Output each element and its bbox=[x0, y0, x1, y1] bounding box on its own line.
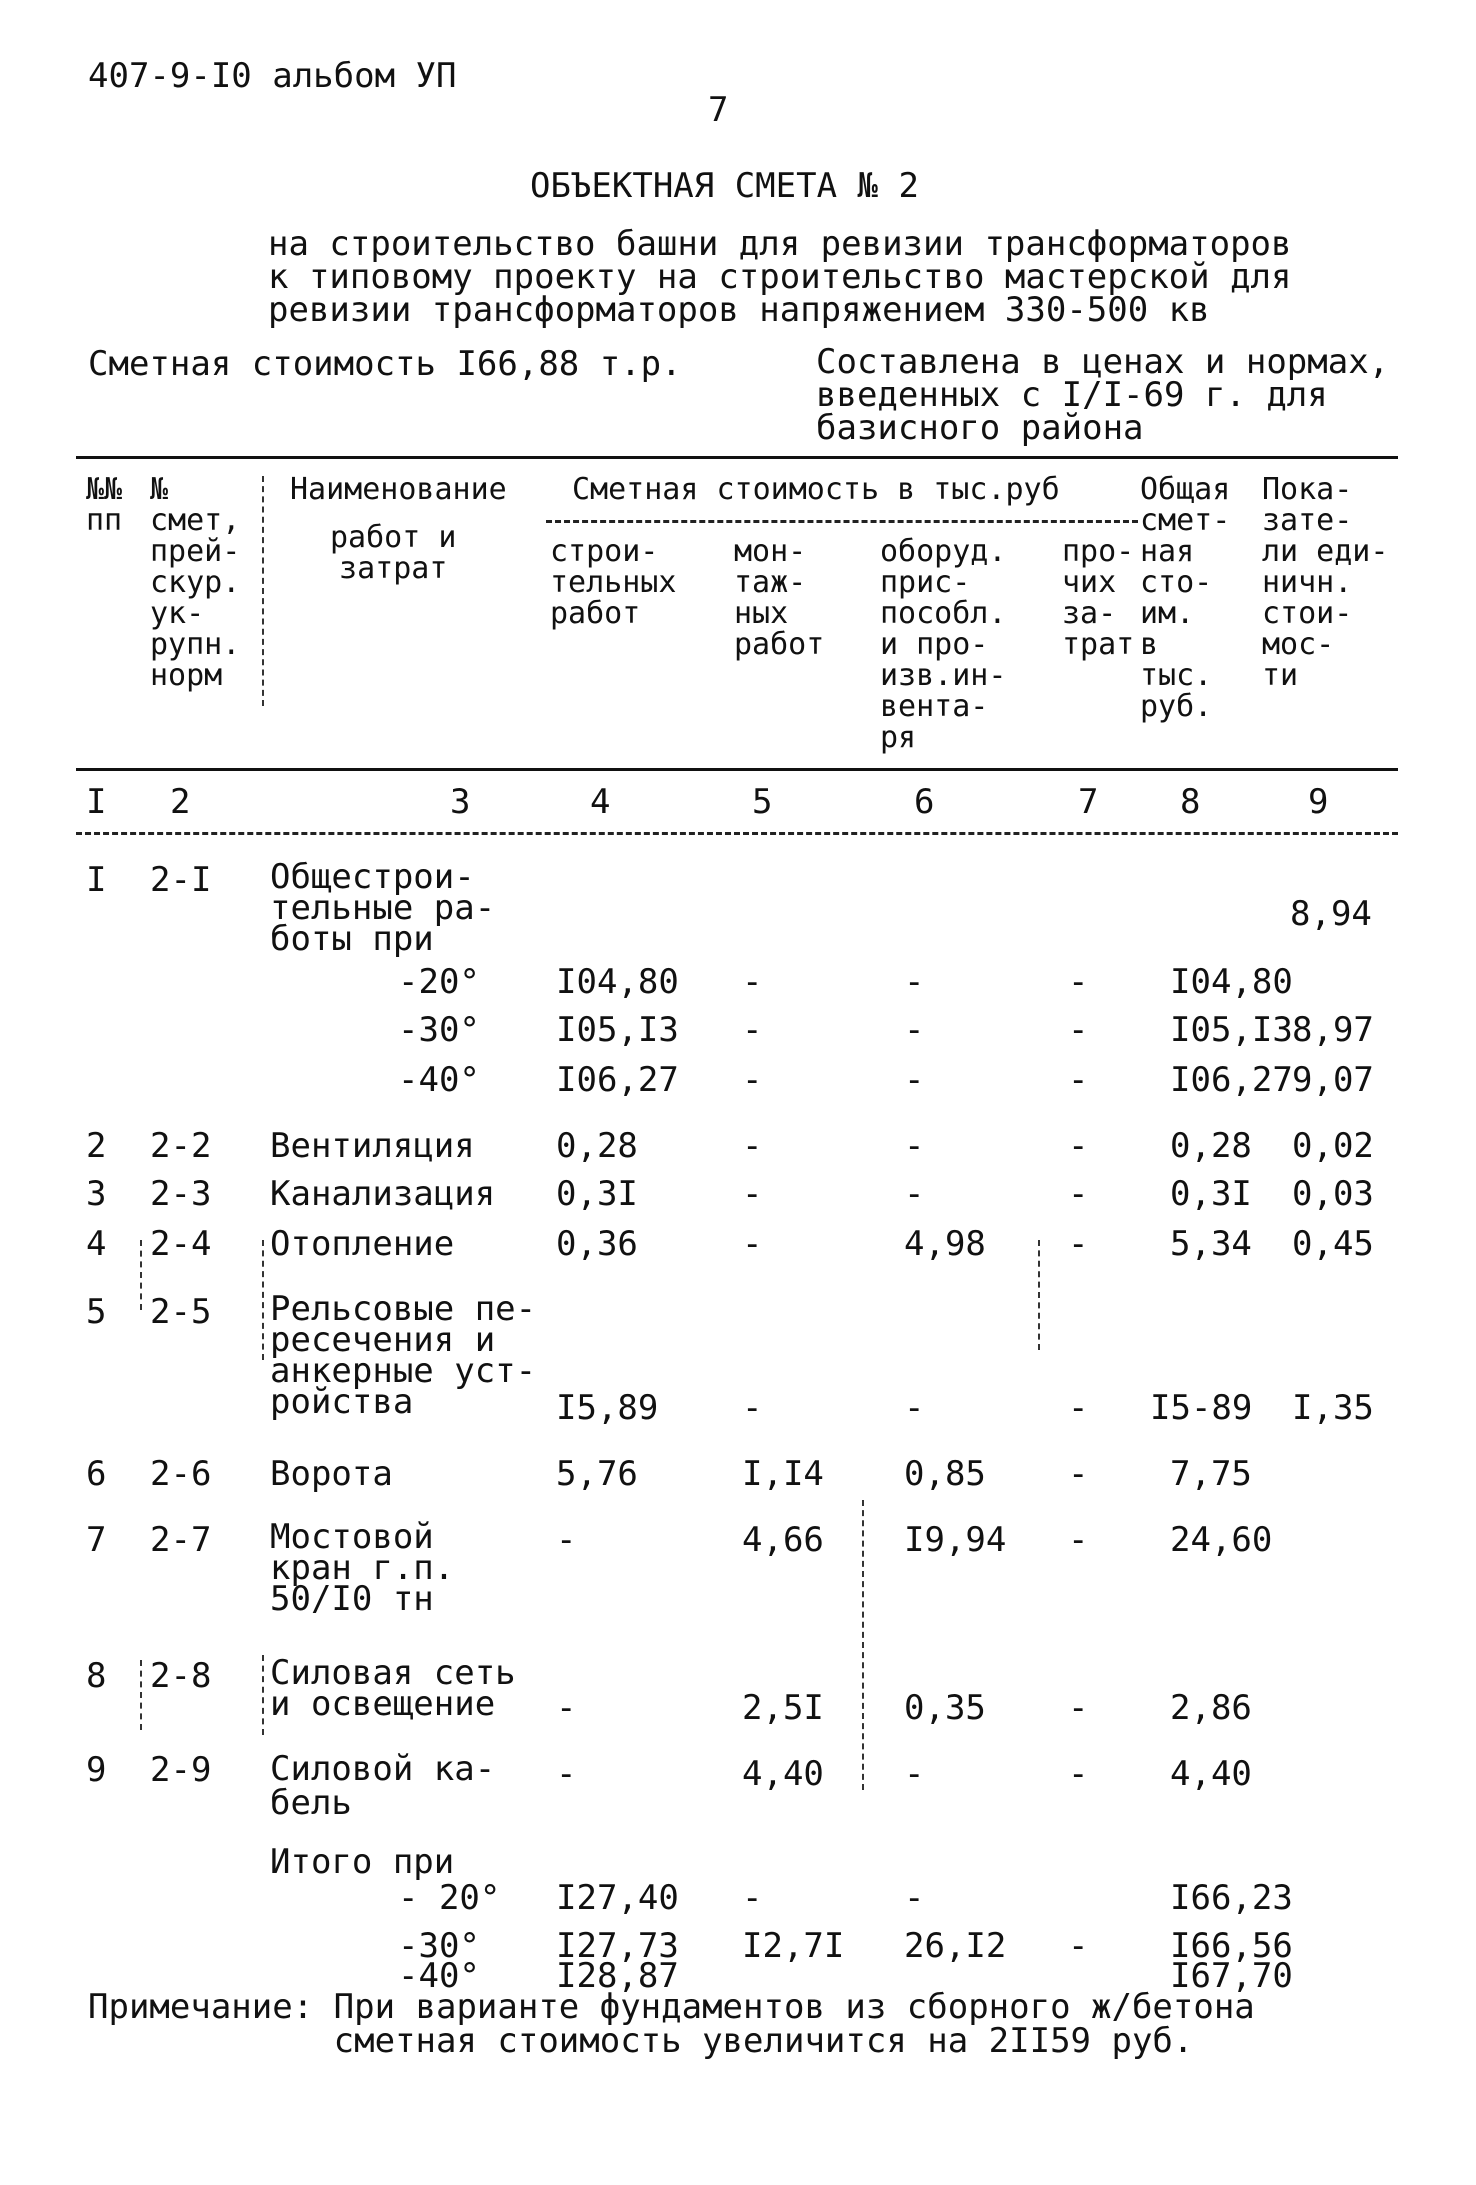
unit-indicator: 9,07 bbox=[1292, 1060, 1374, 1100]
header-unit-indicators: Пока- зате- ли еди- ничн. стои- мос- ти bbox=[1262, 472, 1389, 693]
other-cost: - bbox=[1068, 1174, 1089, 1214]
installation-cost: - bbox=[742, 1010, 763, 1050]
estimate-number: 2-6 bbox=[150, 1454, 212, 1494]
total-label: Итого при bbox=[270, 1842, 455, 1882]
document-title: ОБЪЕКТНАЯ СМЕТА № 2 bbox=[530, 166, 919, 206]
temperature-label: -40° bbox=[398, 1956, 480, 1996]
construction-cost: 0,28 bbox=[556, 1126, 638, 1166]
installation-cost: - bbox=[742, 1224, 763, 1264]
construction-cost: I27,73 bbox=[556, 1926, 679, 1966]
row-number: 7 bbox=[86, 1520, 107, 1560]
column-separator bbox=[1038, 1240, 1040, 1350]
total-cost: 4,40 bbox=[1170, 1754, 1252, 1794]
equipment-cost: I9,94 bbox=[904, 1520, 1007, 1560]
table-top-rule bbox=[76, 456, 1398, 459]
work-name: Мостовой кран г.п. 50/I0 тн bbox=[270, 1517, 455, 1619]
total-cost: 5,34 bbox=[1170, 1224, 1252, 1264]
installation-cost: 4,40 bbox=[742, 1754, 824, 1794]
work-name: Отопление bbox=[270, 1224, 455, 1264]
work-name: Вентиляция bbox=[270, 1126, 475, 1166]
document-subtitle: на строительство башни для ревизии трансформаторов к типовому проекту на строительство мастерской для ревизии трансформаторов напряжением 330-500 кв bbox=[268, 224, 1292, 330]
column-number: 5 bbox=[752, 782, 773, 822]
total-cost: I05,I3 bbox=[1170, 1010, 1293, 1050]
equipment-cost: - bbox=[904, 962, 925, 1002]
estimate-number: 2-7 bbox=[150, 1520, 212, 1560]
column-number: 6 bbox=[914, 782, 935, 822]
other-cost: - bbox=[1068, 1126, 1089, 1166]
installation-cost: 2,5I bbox=[742, 1688, 824, 1728]
note: Примечание: При варианте фундаментов из сборного ж/бетона сметная стоимость увеличится на 2II59 руб. bbox=[88, 1987, 1255, 2061]
other-cost: - bbox=[1068, 1454, 1089, 1494]
construction-cost: - bbox=[556, 1754, 577, 1794]
installation-cost: - bbox=[742, 962, 763, 1002]
total-cost: I66,56 bbox=[1170, 1926, 1293, 1966]
construction-cost: 0,36 bbox=[556, 1224, 638, 1264]
equipment-cost: - bbox=[904, 1388, 925, 1428]
temperature-label: - 20° bbox=[398, 1878, 501, 1918]
header-name-top: Наименование bbox=[290, 472, 507, 507]
estimated-cost: Сметная стоимость I66,88 т.р. bbox=[88, 344, 682, 384]
row-number: 2 bbox=[86, 1126, 107, 1166]
column-separator bbox=[140, 1660, 142, 1730]
header-bottom-rule bbox=[76, 768, 1398, 771]
header-equipment: оборуд. прис- пособл. и про- изв.ин- вента- ря bbox=[880, 534, 1007, 755]
installation-cost: - bbox=[742, 1126, 763, 1166]
column-number: I bbox=[86, 782, 107, 822]
total-cost: I67,70 bbox=[1170, 1956, 1293, 1996]
installation-cost: I,I4 bbox=[742, 1454, 824, 1494]
other-cost: - bbox=[1068, 1224, 1089, 1264]
unit-indicator: 0,02 bbox=[1292, 1126, 1374, 1166]
other-cost: - bbox=[1068, 1388, 1089, 1428]
work-name: Рельсовые пе- ресечения и анкерные уст- ройства bbox=[270, 1289, 537, 1422]
header-construction: строи- тельных работ bbox=[550, 534, 677, 631]
row-number: 8 bbox=[86, 1656, 107, 1696]
equipment-cost: - bbox=[904, 1010, 925, 1050]
total-cost: 2,86 bbox=[1170, 1688, 1252, 1728]
header-row-number: №№ пп bbox=[86, 472, 123, 538]
equipment-cost: - bbox=[904, 1754, 925, 1794]
column-number: 2 bbox=[170, 782, 191, 822]
installation-cost: 4,66 bbox=[742, 1520, 824, 1560]
column-number: 9 bbox=[1308, 782, 1329, 822]
header-cost-group: Сметная стоимость в тыс.руб bbox=[572, 472, 1060, 507]
price-basis: Составлена в ценах и нормах, введенных с I/I-69 г. для базисного района bbox=[816, 342, 1390, 448]
column-numbers-rule bbox=[76, 832, 1398, 835]
row-number: 5 bbox=[86, 1292, 107, 1332]
column-number: 3 bbox=[450, 782, 471, 822]
header-total: Общая смет- ная сто- им. в тыс. руб. bbox=[1140, 472, 1231, 724]
temperature-label: -20° bbox=[398, 962, 480, 1002]
other-cost: - bbox=[1068, 1926, 1089, 1966]
equipment-cost: 4,98 bbox=[904, 1224, 986, 1264]
work-name: Ворота bbox=[270, 1454, 393, 1494]
unit-indicator: 0,45 bbox=[1292, 1224, 1374, 1264]
total-cost: I04,80 bbox=[1170, 962, 1293, 1002]
group-header-rule bbox=[546, 520, 1138, 523]
construction-cost: I04,80 bbox=[556, 962, 679, 1002]
column-number: 8 bbox=[1180, 782, 1201, 822]
row-number: I bbox=[86, 860, 107, 900]
row-number: 6 bbox=[86, 1454, 107, 1494]
estimate-number: 2-4 bbox=[150, 1224, 212, 1264]
other-cost: - bbox=[1068, 1010, 1089, 1050]
column-separator bbox=[262, 476, 264, 706]
column-separator bbox=[140, 1240, 142, 1310]
temperature-label: -40° bbox=[398, 1060, 480, 1100]
installation-cost: - bbox=[742, 1878, 763, 1918]
construction-cost: - bbox=[556, 1688, 577, 1728]
work-name: Силовая сеть и освещение bbox=[270, 1653, 516, 1724]
unit-indicator: 8,94 bbox=[1290, 894, 1372, 934]
construction-cost: I27,40 bbox=[556, 1878, 679, 1918]
estimate-number: 2-5 bbox=[150, 1292, 212, 1332]
equipment-cost: - bbox=[904, 1060, 925, 1100]
unit-indicator: 8,97 bbox=[1292, 1010, 1374, 1050]
estimate-number: 2-3 bbox=[150, 1174, 212, 1214]
row-number: 4 bbox=[86, 1224, 107, 1264]
construction-cost: I28,87 bbox=[556, 1956, 679, 1996]
album-code: 407-9-I0 альбом УП bbox=[88, 56, 457, 96]
row-number: 3 bbox=[86, 1174, 107, 1214]
construction-cost: I5,89 bbox=[556, 1388, 659, 1428]
equipment-cost: - bbox=[904, 1878, 925, 1918]
equipment-cost: - bbox=[904, 1174, 925, 1214]
total-cost: I66,23 bbox=[1170, 1878, 1293, 1918]
construction-cost: 0,3I bbox=[556, 1174, 638, 1214]
total-cost: 0,28 bbox=[1170, 1126, 1252, 1166]
other-cost: - bbox=[1068, 1520, 1089, 1560]
total-cost: I06,27 bbox=[1170, 1060, 1293, 1100]
estimate-number: 2-8 bbox=[150, 1656, 212, 1696]
header-name: работ и затрат bbox=[330, 520, 457, 586]
other-cost: - bbox=[1068, 962, 1089, 1002]
installation-cost: - bbox=[742, 1174, 763, 1214]
construction-cost: - bbox=[556, 1520, 577, 1560]
installation-cost: - bbox=[742, 1388, 763, 1428]
other-cost: - bbox=[1068, 1060, 1089, 1100]
column-separator bbox=[862, 1500, 864, 1790]
construction-cost: I05,I3 bbox=[556, 1010, 679, 1050]
temperature-label: -30° bbox=[398, 1010, 480, 1050]
other-cost: - bbox=[1068, 1754, 1089, 1794]
estimate-number: 2-9 bbox=[150, 1750, 212, 1790]
page-number: 7 bbox=[708, 90, 729, 130]
total-cost: 7,75 bbox=[1170, 1454, 1252, 1494]
column-number: 4 bbox=[590, 782, 611, 822]
estimate-number: 2-I bbox=[150, 860, 212, 900]
row-number: 9 bbox=[86, 1750, 107, 1790]
construction-cost: I06,27 bbox=[556, 1060, 679, 1100]
column-separator bbox=[262, 1655, 264, 1735]
work-name: Общестрои- тельные ра- боты при bbox=[270, 857, 496, 959]
unit-indicator: I,35 bbox=[1292, 1388, 1374, 1428]
equipment-cost: 0,35 bbox=[904, 1688, 986, 1728]
column-number: 7 bbox=[1078, 782, 1099, 822]
header-installation: мон- таж- ных работ bbox=[734, 534, 825, 662]
temperature-label: -30° bbox=[398, 1926, 480, 1966]
installation-cost: I2,7I bbox=[742, 1926, 845, 1966]
header-other: про- чих за- трат bbox=[1062, 534, 1135, 662]
estimate-number: 2-2 bbox=[150, 1126, 212, 1166]
construction-cost: 5,76 bbox=[556, 1454, 638, 1494]
other-cost: - bbox=[1068, 1688, 1089, 1728]
unit-indicator: 0,03 bbox=[1292, 1174, 1374, 1214]
work-name: Канализация bbox=[270, 1174, 496, 1214]
equipment-cost: - bbox=[904, 1126, 925, 1166]
installation-cost: - bbox=[742, 1060, 763, 1100]
equipment-cost: 26,I2 bbox=[904, 1926, 1007, 1966]
column-separator bbox=[262, 1240, 264, 1360]
total-cost: 24,60 bbox=[1170, 1520, 1273, 1560]
work-name: Силовой ка- бель bbox=[270, 1749, 496, 1823]
total-cost: I5-89 bbox=[1150, 1388, 1253, 1428]
header-estimate-number: № смет, прей- скур. ук- рупн. норм bbox=[150, 472, 241, 693]
total-cost: 0,3I bbox=[1170, 1174, 1252, 1214]
equipment-cost: 0,85 bbox=[904, 1454, 986, 1494]
